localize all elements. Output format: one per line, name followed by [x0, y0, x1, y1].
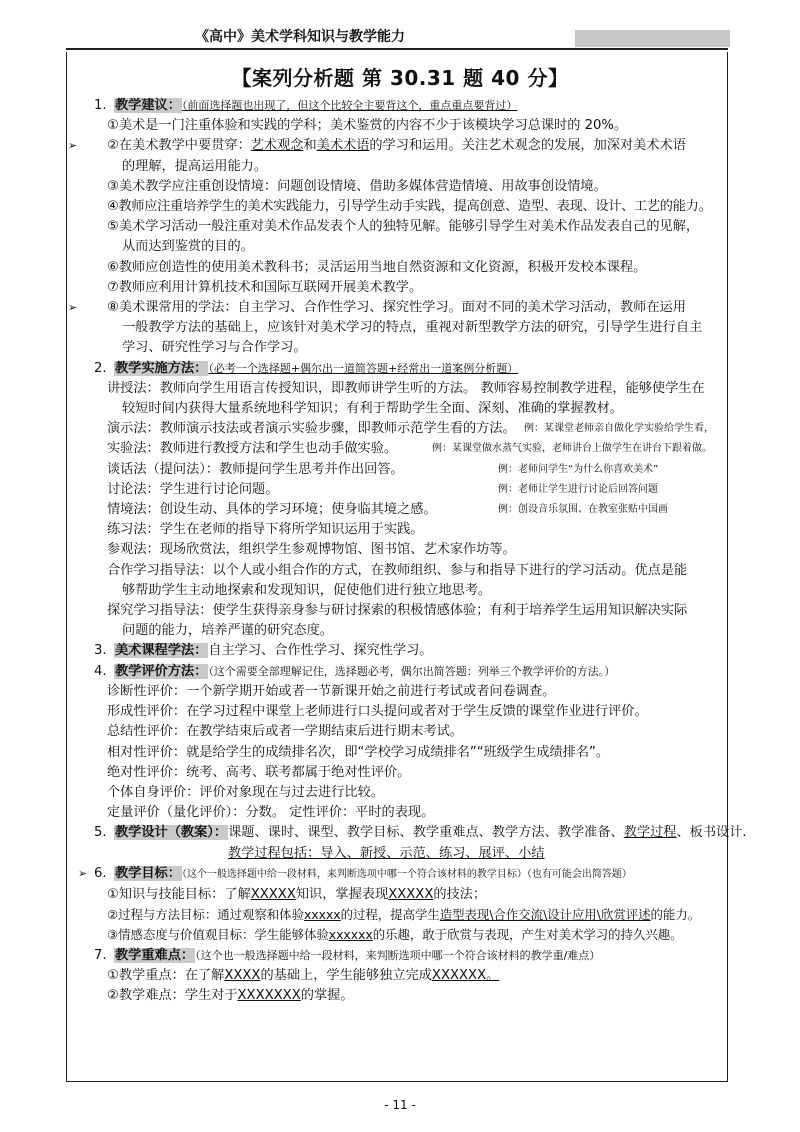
- list-item: 问题的能力，培养严谨的研究态度。: [122, 623, 333, 639]
- example-note: 例：某课堂做水蒸气实验，老师讲台上做学生在讲台下跟着做。: [432, 443, 712, 455]
- list-item: 个体自身评价：评价对象现在与过去进行比较。: [107, 784, 384, 800]
- list-item: 讨论法：学生进行讨论问题。 例：老师让学生进行讨论后回答问题: [86, 480, 722, 500]
- arrow-marker-icon: ➢: [68, 301, 78, 315]
- section-1-title: 教学建议：: [115, 98, 181, 113]
- section-6-note: （这个一般选择题中给一段材料，来判断选项中哪一个符合该材料的教学目标）（也有可能会出简答题）: [181, 868, 632, 880]
- list-item: ⑤美术学习活动一般注重对美术作品发表个人的独特见解。能够引导学生对美术作品发表自己的见解，: [107, 219, 700, 235]
- page-title: 【案列分析题 第 30.31 题 40 分】: [231, 66, 569, 90]
- arrow-marker-icon: ➢: [78, 866, 88, 880]
- section-1-heading: 1. 教学建议：（前面选择题也出现了，但这个比较全主要背这个，重点重点要背过）: [94, 98, 518, 113]
- section-2-title: 教学实施方法：: [115, 360, 208, 376]
- list-item: 从而达到鉴赏的目的。: [122, 239, 254, 255]
- list-item: 学习、研究性学习与合作学习。: [122, 340, 307, 356]
- list-item: 实验法：教师进行教授方法和学生也动手做实验。 例：某课堂做水蒸气实验，老师讲台上做学生在讲台下跟着做。: [86, 439, 722, 459]
- document-body: [68, 96, 747, 1006]
- example-note: 例：某课堂老师亲自做化学实验给学生看，: [524, 423, 714, 435]
- list-item: ②过程与方法目标：通过观察和体验xxxxx的过程，提高学生造型表现\合作交流\设计应用\欣赏评述的能力。: [107, 907, 701, 923]
- list-item: ③美术教学应注重创设情境：问题创设情境、借助多媒体营造情境、用故事创设情境。: [107, 178, 607, 194]
- section-2-heading: 2. 教学实施方法：（必考一个选择题+偶尔出一道简答题+经常出一道案例分析题）: [94, 360, 519, 376]
- section-4-title: 教学评价方法：: [115, 663, 208, 679]
- list-item: ①知识与技能目标：了解XXXXX知识，掌握表现XXXXX的技法；: [107, 886, 487, 902]
- section-5-heading: 5. 教学设计（教案）：课题、课时、课型、教学目标、教学重难点、教学方法、教学准备、教学过程、板书设计.: [94, 825, 747, 841]
- list-item: 的理解，提高运用能力。: [122, 158, 268, 174]
- list-item: 讲授法：教师向学生用语言传授知识，即教师讲学生听的方法。 教师容易控制教学进程，能够使学生在: [107, 380, 705, 396]
- list-item: ①教学重点：在了解XXXX的基础上，学生能够独立完成XXXXXX。: [107, 967, 500, 983]
- list-item: 较短时间内获得大量系统地科学知识；有利于帮助学生全面、深刻、准确的掌握教材。: [122, 401, 624, 417]
- section-6-heading: ➢ 6. 教学目标：（这个一般选择题中给一段材料，来判断选项中哪一个符合该材料的教学目标）（也有可能会出简答题）: [86, 864, 722, 885]
- page-header-title: 《高中》美术学科知识与教学能力: [195, 29, 405, 45]
- list-item: 参观法：现场欣赏法，组织学生参观博物馆、图书馆、艺术家作坊等。: [107, 542, 516, 558]
- list-item: 够帮助学生主动地探索和发现知识，促使他们进行独立地思考。: [122, 582, 492, 598]
- section-5-title: 教学设计（教案）：: [115, 825, 228, 841]
- list-item: 相对性评价：就是给学生的成绩排名次，即“学校学习成绩排名”“班级学生成绩排名”。: [107, 744, 610, 760]
- section-3-heading: 3. 美术课程学法：自主学习、合作性学习、探究性学习。: [94, 643, 433, 659]
- list-item: 合作学习指导法：以个人或小组合作的方式，在教师组织、参与和指导下进行的学习活动。优点是能: [107, 562, 688, 578]
- list-item: ⑦教师应利用计算机技术和国际互联网开展美术教学。: [107, 279, 423, 295]
- list-item: 绝对性评价：统考、高考、联考都属于绝对性评价。: [107, 764, 411, 780]
- list-item: 演示法：教师演示技法或者演示实验步骤，即教师示范学生看的方法。 例：某课堂老师亲自做化学实验给学生看，: [86, 419, 722, 439]
- list-item: 谈话法（提问法）：教师提问学生思考并作出回答。 例：老师问学生“为什么你喜欢美术”: [86, 460, 722, 480]
- list-item: ➢ ⑧美术课常用的学法：自主学习、合作性学习、探究性学习。面对不同的美术学习活动，教师在运用: [86, 298, 722, 318]
- list-item: 探究学习指导法：使学生获得亲身参与研讨探索的积极情感体验；有利于培养学生运用知识解决实际: [107, 603, 688, 619]
- list-item: 定量评价（量化评价）：分数。 定性评价：平时的表现。: [107, 805, 435, 821]
- example-note: 例：老师问学生“为什么你喜欢美术”: [498, 463, 659, 475]
- list-item: ①美术是一门注重体验和实践的学科；美术鉴赏的内容不少于该模块学习总课时的 20%。: [107, 118, 628, 134]
- list-item: ⑥教师应创造性的使用美术教科书；灵活运用当地自然资源和文化资源，积极开发校本课程。: [107, 259, 647, 275]
- list-item: 练习法：学生在老师的指导下将所学知识运用于实践。: [107, 522, 424, 538]
- arrow-marker-icon: ➢: [68, 139, 78, 153]
- section-4-note: （这个需要全部理解记住，选择题必考，偶尔出简答题：列举三个教学评价的方法。）: [208, 664, 616, 678]
- section-4-heading: 4. 教学评价方法：（这个需要全部理解记住，选择题必考，偶尔出简答题：列举三个教学评价的方法。）: [94, 663, 616, 679]
- list-item: 诊断性评价：一个新学期开始或者一节新课开始之前进行考试或者问卷调查。: [107, 683, 556, 699]
- list-item: 一般教学方法的基础上，应该针对美术学习的特点，重视对新型教学方法的研究，引导学生进行自主: [122, 320, 703, 336]
- header-divider: [66, 48, 728, 50]
- list-item: 教学过程包括：导入、新授、示范、练习、展评、小结: [228, 845, 545, 861]
- example-note: 例：老师让学生进行讨论后回答问题: [498, 483, 658, 495]
- list-item: 总结性评价：在教学结束后或者一学期结束后进行期末考试。: [107, 724, 464, 740]
- section-7-title: 教学重难点：: [115, 947, 195, 963]
- list-item: ②教学难点：学生对于XXXXXXX的掌握。: [107, 987, 354, 1003]
- section-1-note: （前面选择题也出现了，但这个比较全主要背这个，重点重点要背过）: [181, 99, 518, 112]
- example-note: 例：创设音乐氛围、在教室张贴中国画: [498, 504, 668, 516]
- section-2-note: （必考一个选择题+偶尔出一道简答题+经常出一道案例分析题）: [208, 361, 519, 375]
- list-item: ➢ ②在美术教学中要贯穿：艺术观念和美术术语的学习和运用。关注艺术观念的发展，加深对美术术语: [86, 136, 722, 156]
- section-7-note: （这个也一般选择题中给一段材料，来判断选项中哪一个符合该材料的教学重/难点）: [195, 948, 601, 962]
- section-7-heading: 7. 教学重难点：（这个也一般选择题中给一段材料，来判断选项中哪一个符合该材料的教学重/难点）: [94, 947, 601, 963]
- list-item: 情境法：创设生动、具体的学习环境；使身临其境之感。 例：创设音乐氛围、在教室张贴中国画: [86, 500, 722, 520]
- section-6-title: 教学目标：: [115, 865, 181, 881]
- list-item: ④教师应注重培养学生的美术实践能力，引导学生动手实践，提高创意、造型、表现、设计、工艺的能力。: [107, 199, 712, 215]
- list-item: ③情感态度与价值观目标：学生能够体验xxxxxx的乐趣，敢于欣赏与表现，产生对美术学习的持久兴趣。: [107, 927, 683, 943]
- section-3-title: 美术课程学法：: [115, 643, 208, 659]
- page-number: - 11 -: [384, 1098, 416, 1112]
- list-item: 形成性评价：在学习过程中课堂上老师进行口头提问或者对于学生反馈的课堂作业进行评价。: [107, 704, 648, 720]
